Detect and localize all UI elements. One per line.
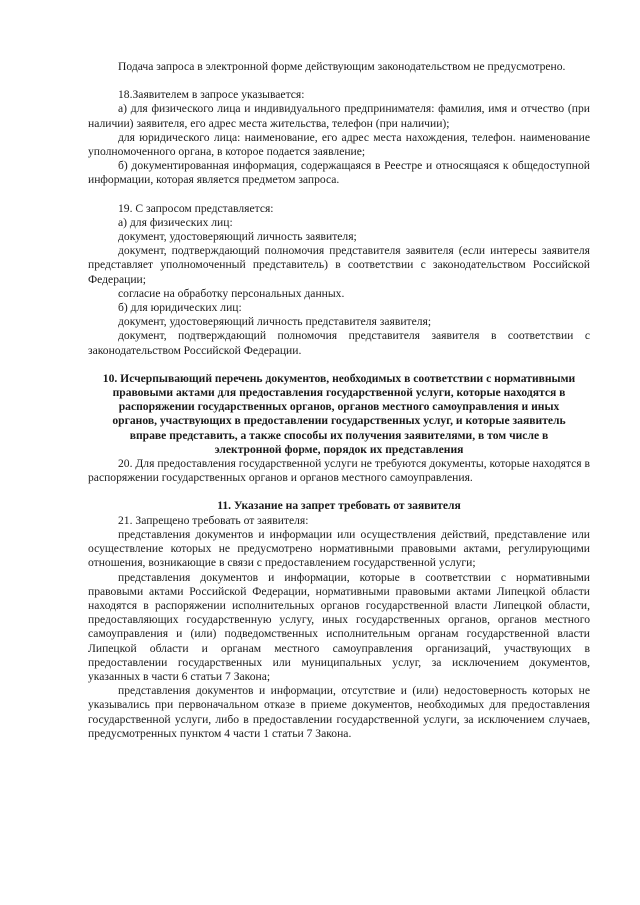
section-19 <box>88 202 590 358</box>
paragraph-18-a: а) для физического лица и индивидуального предпринимателя: фамилия, имя и отчество (при наличии) заявителя, его адрес места жительства, телефон (при наличии); <box>88 102 590 130</box>
paragraph-21: 21. Запрещено требовать от заявителя: <box>118 513 309 527</box>
section-18 <box>88 88 590 187</box>
paragraph-19-a3: согласие на обработку персональных данных. <box>118 286 345 300</box>
paragraph-21-item-3: представления документов и информации, отсутствие и (или) недостоверность которых не указывались при первоначальном отказе в приеме документов, необходимых для предоставления государственной услуги, либо в предоставлении государственной услуги, за исключением случаев, предусмотренных пунктом 4 части 1 статьи 7 Закона. <box>88 684 590 740</box>
section-10 <box>88 372 590 486</box>
paragraph-19-b2: документ, подтверждающий полномочия представителя заявителя в соответствии с законодательством Российской Федерации. <box>88 329 590 357</box>
paragraph-18-b: б) документированная информация, содержащаяся в Реестре и относящаяся к общедоступной информации, которая является предметом запроса. <box>88 159 590 187</box>
paragraph-19-a: а) для физических лиц: <box>118 215 233 229</box>
section-11-heading: 11. Указание на запрет требовать от заявителя <box>217 499 461 513</box>
paragraph-21-item-1: представления документов и информации или осуществления действий, представление или осуществление которых не предусмотрено нормативными правовыми актами, регулирующими отношения, возникающие в связи с предоставлением государственной услуги; <box>88 527 590 570</box>
paragraph-18-title: 18.Заявителем в запросе указывается: <box>118 88 305 102</box>
paragraph-19-title: 19. С запросом представляется: <box>118 201 274 215</box>
paragraph-19-b: б) для юридических лиц: <box>118 301 242 315</box>
paragraph-18-legal: для юридического лица: наименование, его адрес места нахождения, телефон. наименование уполномоченного органа, в которое подается заявление; <box>88 130 590 159</box>
section-11 <box>88 499 590 740</box>
paragraph-19-a1: документ, удостоверяющий личность заявителя; <box>118 230 357 244</box>
paragraph-21-item-2: представления документов и информации, которые в соответствии с нормативными правовыми актами Российской Федерации, нормативными правовыми актами Липецкой области находятся в распоряжении исполнительных органов государственной власти Липецкой области, предоставляющих государственную услугу, иных государственных органов, органов местного самоуправления и (или) подведомственных исполнительным органам государственной власти Липецкой области и органам местного самоуправления организаций, участвующих в предоставлении государственных или муниципальных услуг, за исключением документов, указанных в части 6 статьи 7 Закона; <box>88 570 590 683</box>
paragraph-19-b1: документ, удостоверяющий личность представителя заявителя; <box>118 315 432 329</box>
document-body <box>88 60 590 741</box>
paragraph-19-a2: документ, подтверждающий полномочия представителя заявителя (если интересы заявителя представляет уполномоченный представитель) в соответствии с законодательством Российской Федерации; <box>88 244 590 286</box>
section-10-heading: 10. Исчерпывающий перечень документов, необходимых в соответствии с нормативными правовыми актами для предоставления государственной услуги, которые находятся в распоряжении государственных органов, органов местного самоуправления и иных органов, участвующих в предоставлении государственных услуг, и которые заявитель вправе представить, а также способы их получения заявителями, в том числе в электронной форме, порядок их представления <box>102 371 576 456</box>
paragraph-electronic-request: Подача запроса в электронной форме действующим законодательством не предусмотрено. <box>118 60 566 73</box>
paragraph-20: 20. Для предоставления государственной услуги не требуются документы, которые находятся в распоряжении государственных органов и органов местного самоуправления. <box>88 457 590 485</box>
